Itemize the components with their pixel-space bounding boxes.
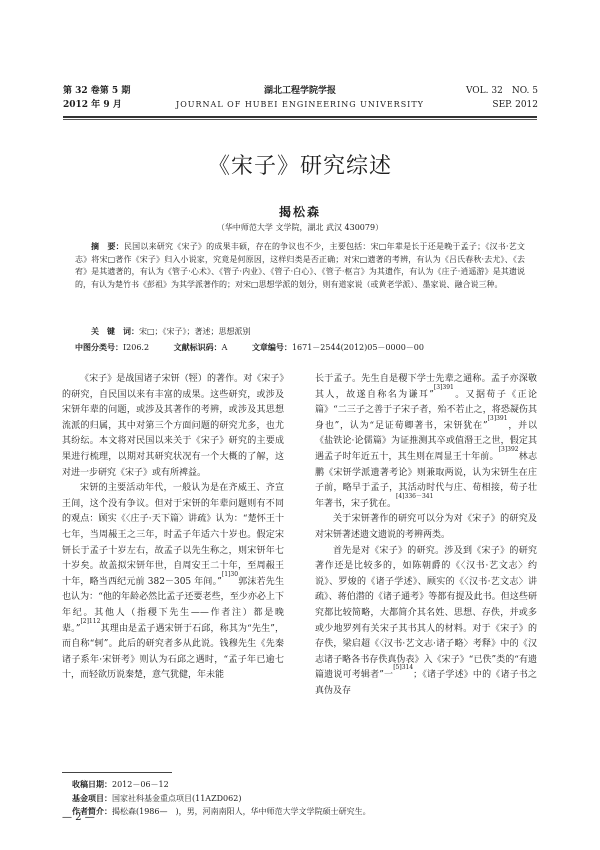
citation-ref: [3]392: [498, 445, 519, 453]
abstract: [75, 241, 525, 291]
paragraph-text: 林志鹏《宋钘学派遗著考论》则兼取两说，认为宋钘生在庄子前，略早于孟子，其活动时代与庄、荀相接，荀子壮年著书，宋子犹在。: [315, 451, 537, 509]
body-column-right: [315, 372, 537, 699]
paragraph-text: 长于孟子。先生自是稷下学士先辈之通称。孟子亦深敬其人，故遂自称名为谦耳”: [315, 374, 537, 400]
footnote-value: 揭松森(1986— )，男，河南南阳人，华中师范大学文学院硕士研究生。: [112, 807, 371, 816]
document-code-label: 文献标识码：: [173, 343, 222, 352]
paragraph-text: 郭沫若先生也认为：“他的年龄必然比孟子还要老些，至少亦必上下年纪。其他人（指稷下先生——作者注）都是晚辈。”: [62, 576, 284, 634]
footnote-value: 国家社科基金重点项目(11AZD062): [112, 793, 242, 803]
paragraph: [315, 372, 537, 512]
footnotes: [72, 778, 532, 819]
journal-name-en: JOURNAL OF HUBEI ENGINEERING UNIVERSITY: [176, 100, 424, 109]
footnote-author: [72, 805, 532, 819]
header-date-en: SEP. 2012: [492, 100, 538, 110]
clc-value: I206.2: [123, 343, 150, 352]
paragraph-text: 。又据荀子《正论篇》“二三子之善于子宋子者，殆不若止之，将恐凝伤其身也”，认为“足证荀卿著书，宋钘犹在”: [315, 389, 537, 431]
citation-ref: [3]391: [487, 414, 508, 422]
document-code: [174, 343, 228, 352]
citation-ref: [2]112: [80, 617, 101, 625]
footnote-received: [72, 778, 532, 792]
document-code-value: A: [221, 343, 228, 352]
footnote-label: 基金项目：: [72, 793, 112, 803]
journal-name-cn: 湖北工程学院学报: [263, 86, 336, 96]
citation-ref: [3]391: [433, 383, 454, 391]
article-title: 《宋子》研究综述: [207, 154, 392, 179]
keywords-label: 关 键 词：: [91, 327, 139, 336]
classification-line: [75, 342, 545, 354]
abstract-label: 摘 要：: [91, 242, 124, 251]
clc-label: 中图分类号：: [75, 343, 123, 352]
paragraph: 《宋子》是战国诸子宋钘（牼）的著作。对《宋子》的研究，自民国以来有丰富的成果。这些研究，或涉及宋钘年辈的问题，或涉及其著作的考辨，或涉及其思想流派的归属，其中对第三个方面问题的研究尤多，也尤其纷纭。本文将对民国以来关于《宋子》研究的主要成果进行梳理，以期对其研究状况有一个大概的了解，这对进一步研究《宋子》或有所裨益。: [62, 374, 284, 478]
header-volume-issue-en: VOL. 32 NO. 5: [465, 86, 538, 96]
article-number-value: 1671－2544(2012)05－0000－00: [291, 343, 424, 352]
header-volume-issue: 第 32 卷第 5 期: [63, 86, 131, 96]
paragraph-text: ；《诸子学述》中的《诸子书之真伪及存: [315, 670, 537, 696]
header-date: 2012 年 9 月: [63, 100, 122, 110]
header-rule-thick: [63, 116, 537, 118]
paragraph-text: 首先是对《宋子》的研究。涉及到《宋子》的研究著作还是比较多的，如陈朝爵的《〈汉书·艺文志〉约说》、罗焌的《诸子学述》、顾实的《〈汉书·艺文志〉讲疏》、蒋伯潜的《诸子通考》等都有提及此书。但这些研究都比较简略，大都简介其名姓、思想、存佚，并或多或少地罗列有关宋子其书其人的材料。对于《宋子》的存佚，梁启超《〈汉书·艺文志·诸子略〉考释》中的《汉志诸子略各书存佚真伪表》入《宋子》“已佚”类的“有遗篇遗说可考辑者”一: [315, 545, 537, 681]
article-author: 揭松森: [278, 205, 321, 219]
citation-ref: [1]30: [221, 570, 239, 578]
paragraph-text: ，并以《盐铁论·论儒篇》为证推测其卒或值湣王之世，假定其遇孟子时年近五十，其生则在周显王十年前。: [315, 420, 537, 462]
article-number: [252, 343, 424, 352]
body-column-left: [62, 372, 284, 684]
keywords-text: 宋□；《宋子》；著述；思想派别: [139, 327, 251, 336]
footnote-rule: [62, 772, 172, 773]
header-volume-en: [466, 84, 538, 112]
citation-ref: [4]336－341: [396, 492, 434, 500]
paragraph: [315, 544, 537, 700]
paragraph: [62, 481, 284, 684]
footnote-label: 收稿日期：: [72, 780, 112, 789]
article-number-label: 文章编号：: [251, 343, 292, 352]
header-rule-thin: [63, 119, 537, 120]
page-number: — 2 —: [62, 812, 95, 823]
paragraph: 关于宋钘著作的研究可以分为对《宋子》的研究及对宋钘著述遗文遗说的考辨两类。: [315, 514, 537, 540]
author-affiliation: （华中师范大学 文学院，湖北 武汉 430079）: [216, 223, 384, 232]
footnote-value: 2012－06－12: [112, 780, 169, 789]
keywords: [75, 326, 525, 338]
clc-number: [75, 343, 149, 352]
abstract-text: 民国以来研究《宋子》的成果丰硕，存在的争议也不少，主要包括：宋□年辈是长于还是晚于孟子；《汉书·艺文志》将宋□著作《宋子》归入小说家，究竟是何原因，这样归类是否正确；对宋□遗著的考辨，有认为《吕氏春秋·去尤》、《去宥》是其遗著的，有认为《管子·心术》、《管子·内业》、《管子·白心》、《管子·枢言》为其遗作，有认为《庄子·逍遥游》是其遗说的，有认为楚竹书《彭祖》为其学派著作的；对宋□思想学派的划分，则有道家说（或黄老学派）、墨家说、融合说三种。: [75, 242, 525, 289]
paragraph-text: 其理由是孟子遇宋钘于石邱，称其为“先生”，而自称“轲”。此后的研究者多从此说。钱穆先生《先秦诸子系年·宋钘考》则认为石邱之遇时，“孟子年已逾七十，而轻欲历说秦楚，意气犹健，年未能: [62, 623, 284, 681]
paragraph-text: 宋钘的主要活动年代，一般认为是在齐威王、齐宣王间，这个没有争议。但对于宋钘的年辈问题则有不同的观点：顾实《〈庄子·天下篇〉讲疏》认为：“楚怀王十七年，当周赧王之三年，时孟子年适六十岁也。假定宋钘长于孟子十岁左右，故孟子以先生称之，则宋钘年七十岁矣。故盖拟宋钘年世，自周安王二十年，至周赧王十年，略当西纪元前 382－305 年间。”: [62, 483, 284, 587]
footnote-label: 作者简介：: [72, 807, 112, 816]
footnote-fund: [72, 792, 532, 806]
citation-ref: [5]314: [393, 664, 414, 672]
